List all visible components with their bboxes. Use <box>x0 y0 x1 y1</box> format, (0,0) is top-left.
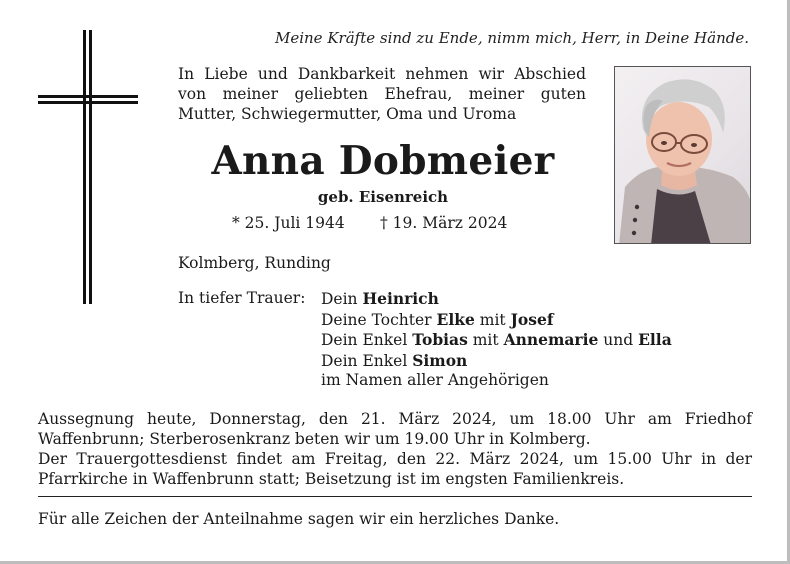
service-text: Der Trauergottesdienst findet am Freitag, den 22. März 2024, um 15.00 Uhr in der Pfarrkirche in Waffenbrunn statt; Beisetzung ist im engsten Familienkreis. <box>38 450 752 488</box>
deceased-name: Anna Dobmeier <box>211 138 555 184</box>
divider <box>38 496 752 497</box>
mourner-relation: Dein Enkel <box>321 331 413 349</box>
mourners-list <box>321 289 672 391</box>
mourner-name: Tobias <box>412 330 468 349</box>
place: Kolmberg, Runding <box>178 254 331 272</box>
mourning-label: In tiefer Trauer: <box>178 289 306 307</box>
thanks-text: Für alle Zeichen der Anteilnahme sagen wir ein herzliches Danke. <box>38 510 560 528</box>
mourner-name: Simon <box>412 350 468 370</box>
intro-line: Mutter, Schwiegermutter, Oma und Uroma <box>178 105 517 123</box>
mourner-line <box>321 351 672 372</box>
mourner-line <box>321 310 672 331</box>
intro-line: In Liebe und Dankbarkeit nehmen wir Abschied <box>178 65 586 83</box>
maiden-name: geb. Eisenreich <box>317 188 449 206</box>
birth-date: * 25. Juli 1944 <box>232 214 345 232</box>
intro-line: von meiner geliebten Ehefrau, meiner guten <box>178 85 586 103</box>
mourner-name: Josef <box>510 309 554 329</box>
mourner-line <box>321 371 672 391</box>
service-info <box>38 409 752 489</box>
motto: Meine Kräfte sind zu Ende, nimm mich, Herr, in Deine Hände. <box>274 29 749 47</box>
mourner-relation: Dein Enkel <box>321 351 413 370</box>
mourner-line <box>321 289 672 310</box>
mourner-relation: Dein <box>321 290 363 308</box>
mourner-relation: Deine Tochter <box>321 310 437 329</box>
mourner-name: Heinrich <box>362 289 439 308</box>
mourner-name: Annemarie <box>503 330 599 349</box>
mourner-relation: und <box>598 331 639 349</box>
mourner-relation: mit <box>474 310 511 329</box>
service-text: Aussegnung heute, Donnerstag, den 21. März 2024, um 18.00 Uhr am Friedhof Waffenbrunn; Sterberosenkranz beten wir um 19.00 Uhr in Kolmberg. <box>38 410 752 448</box>
mourner-line <box>321 330 672 351</box>
portrait-photo <box>614 66 751 244</box>
mourner-name: Elke <box>436 309 475 329</box>
cross-icon <box>38 30 138 304</box>
death-date: † 19. März 2024 <box>380 214 508 232</box>
mourner-relation: im Namen aller Angehörigen <box>321 371 549 389</box>
intro-text <box>178 64 586 124</box>
mourner-relation: mit <box>467 331 504 349</box>
mourner-name: Ella <box>638 330 672 349</box>
